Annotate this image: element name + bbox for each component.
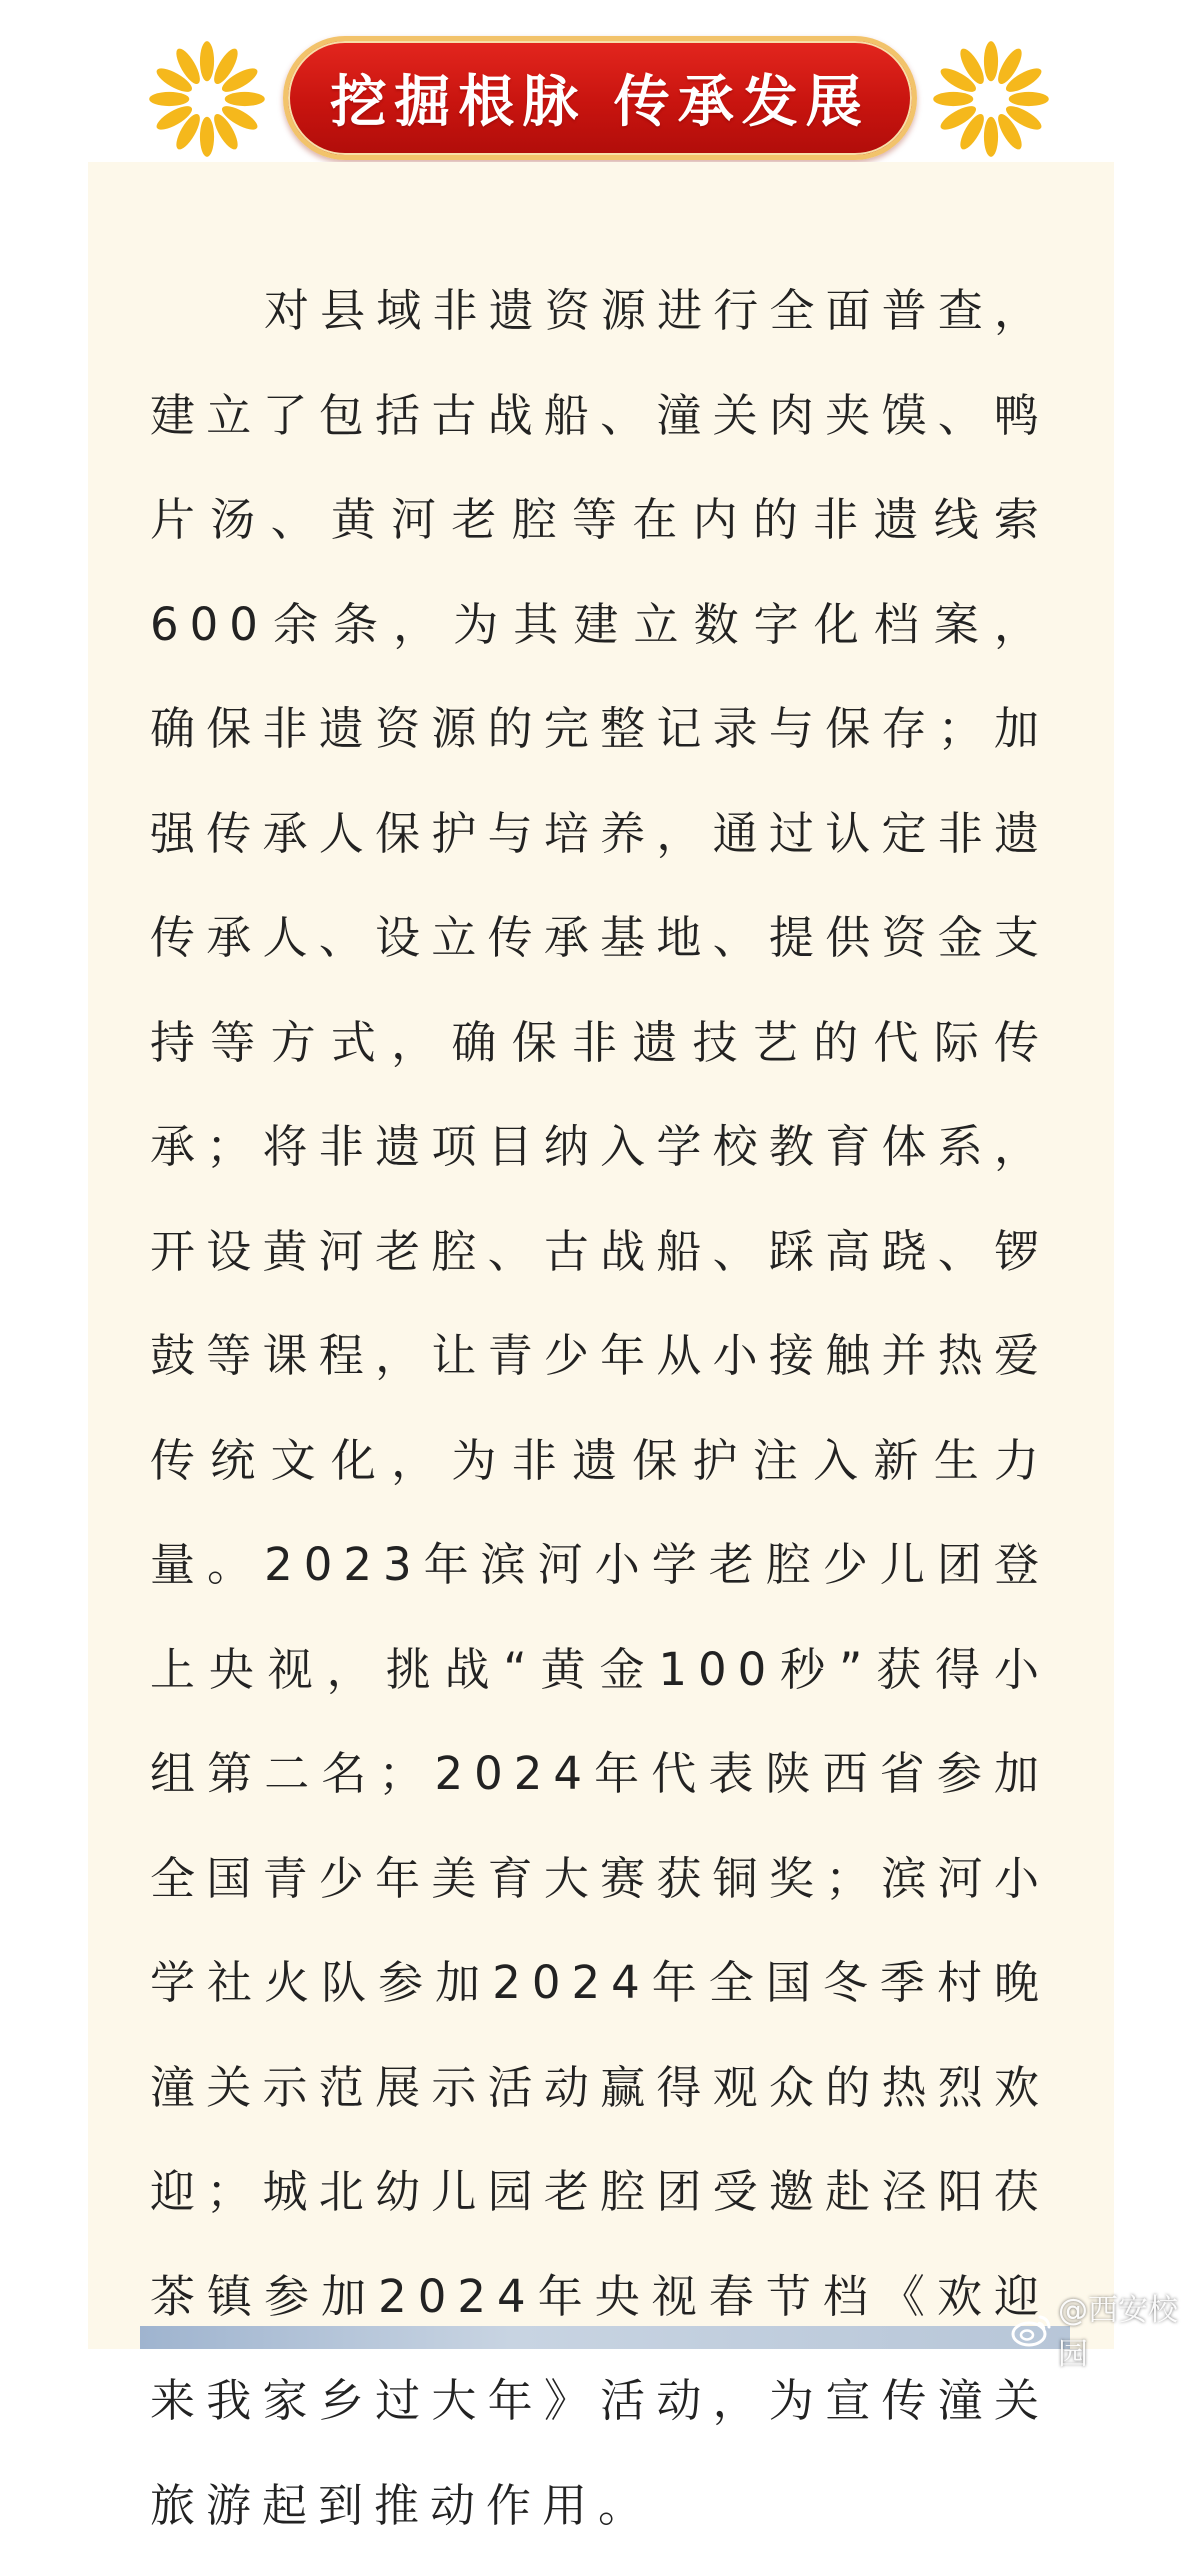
- sunflower-icon: [148, 40, 266, 158]
- article-paragraph: 对县域非遗资源进行全面普查，建立了包括古战船、潼关肉夹馍、鸭片汤、黄河老腔等在内的非遗线索600余条，为其建立数字化档案，确保非遗资源的完整记录与保存；加强传承人保护与培养，通过认定非遗传承人、设立传承基地、提供资金支持等方式，确保非遗技艺的代际传承；将非遗项目纳入学校教育体系，开设黄河老腔、古战船、踩高跷、锣鼓等课程，让青少年从小接触并热爱传统文化，为非遗保护注入新生力量。2023年滨河小学老腔少儿团登上央视，挑战“黄金100秒”获得小组第二名；2024年代表陕西省参加全国青少年美育大赛获铜奖；滨河小学社火队参加2024年全国冬季村晚潼关示范展示活动赢得观众的热烈欢迎；城北幼儿园老腔团受邀赴泾阳茯茶镇参加2024年央视春节档《欢迎来我家乡过大年》活动，为宣传潼关旅游起到推动作用。: [150, 284, 1050, 2532]
- watermark-text: @西安校园: [1058, 2293, 1178, 2372]
- weibo-icon: [1010, 2311, 1054, 2347]
- section-title-banner: [283, 36, 917, 160]
- section-title: 挖掘根脉 传承发展: [330, 70, 870, 135]
- header-band: [0, 0, 1200, 165]
- sunflower-icon: [932, 40, 1050, 158]
- image-preview-strip: [140, 2326, 1070, 2349]
- watermark: [1010, 2293, 1200, 2372]
